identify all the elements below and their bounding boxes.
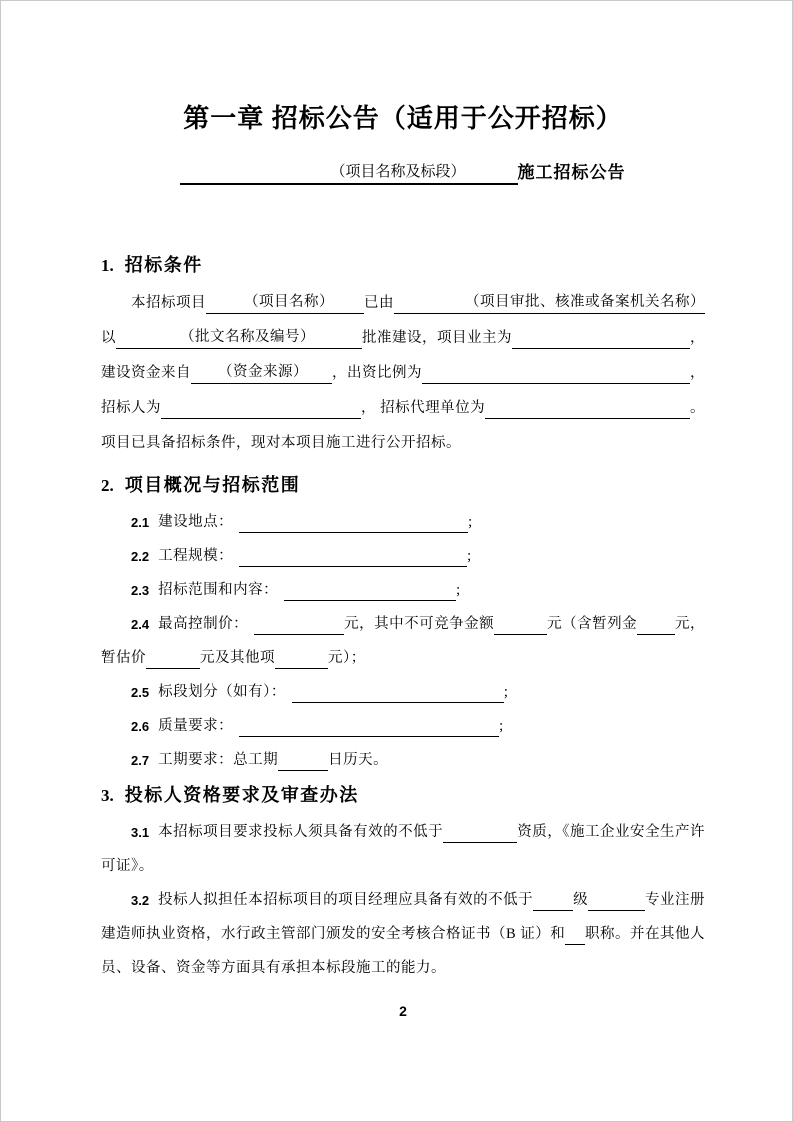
section-3-title: 投标人资格要求及审查办法 [124,785,359,805]
item-number: 3.2 [131,893,150,908]
section-3-heading [101,781,705,809]
para-text: 批准建设，项目业主为 [362,330,512,346]
item-label: 招标范围和内容： [158,582,279,598]
item-label: 最高控制价： [158,616,249,632]
para-text: 建设资金来自 [101,365,191,381]
blank-underline [466,161,518,185]
document-content [1,99,792,1019]
item-punct: ; [503,684,509,700]
item-3-1-continued [101,843,705,877]
para-text: ， [690,330,705,346]
item-2-4 [101,601,705,635]
item-2-5 [101,669,705,703]
item-text: 本招标项目要求投标人须具备有效的不低于 [158,824,444,840]
item-label: 工程规模： [158,548,234,564]
para-text: ，出资比例为 [332,365,422,381]
blank-underline [275,647,328,669]
item-text: 元）； [328,650,366,666]
item-text: 元及其他项 [200,650,275,666]
blank-underline [334,292,364,314]
para-line-2 [101,314,705,349]
para-line-3 [101,349,705,384]
item-2-7 [101,737,705,771]
section-3-paragraphs [101,809,705,979]
para-text: ， 招标代理单位为 [361,400,486,416]
item-text: 职称。并在其他人 [585,926,705,942]
item-punct: ; [468,514,473,530]
para-text: 。 [690,400,705,416]
blank-underline [394,292,465,314]
item-number: 2.6 [131,719,150,734]
item-3-2 [101,877,705,911]
subtitle-suffix: 施工招标公告 [517,163,626,182]
para-line-4 [101,384,705,419]
item-text: 暂估价 [101,650,146,666]
page-number: 2 [399,1003,407,1019]
section-1-heading [101,251,705,279]
item-number: 2.7 [131,753,150,768]
chapter-title: 第一章 招标公告（适用于公开招标） [183,104,623,133]
item-number: 2.3 [131,583,150,598]
item-label: 建设地点： [158,514,234,530]
blank-underline [278,749,328,771]
section-2-title: 项目概况与招标范围 [124,475,301,495]
item-text: 元（含暂列金 [547,616,638,632]
item-2-6 [101,703,705,737]
item-text: 级 [573,892,589,908]
blank-underline [512,327,690,349]
item-text: 专业注册 [645,892,705,908]
item-text: 可证》。 [101,858,154,874]
item-punct: ; [499,718,504,734]
para-text: 招标人为 [101,400,161,416]
item-number: 2.1 [131,515,150,530]
item-label: 标段划分（如有）： [158,684,286,700]
item-number: 2.2 [131,549,150,564]
item-2-1 [101,499,705,533]
item-number: 2.4 [131,617,150,632]
para-text: 以 [101,330,116,346]
item-label: 工期要求：总工期 [158,752,279,768]
blank-underline [239,715,499,737]
section-2-heading [101,471,705,499]
blank-underline [146,647,200,669]
item-text: 资质，《施工企业安全生产许 [517,824,705,840]
para-text: 已由 [364,295,394,311]
blank-underline [485,397,690,419]
item-punct: ; [456,582,461,598]
section-1-title: 招标条件 [124,255,203,275]
section-2-number: 2. [101,476,114,495]
item-3-2-continued [101,911,705,945]
item-label: 质量要求： [158,718,234,734]
blank-underline [533,889,573,911]
item-text: 建造师执业资格，水行政主管部门颁发的安全考核合格证书（B 证）和 [101,926,566,942]
blank-underline [494,613,547,635]
item-3-2-continued-2 [101,945,705,979]
item-punct: ; [467,548,472,564]
item-2-2 [101,533,705,567]
section-3-number: 3. [101,786,114,805]
blank-underline [315,327,362,349]
blank-underline [161,397,361,419]
item-text: 日历天。 [328,752,389,768]
para-text: ， [690,365,705,381]
blank-underline [637,613,675,635]
para-text: 本招标项目 [131,295,206,311]
blank-hint: （批文名称及编号） [180,327,315,349]
section-1-number: 1. [101,256,114,275]
item-text: 元， [675,616,705,632]
blank-underline [284,579,456,601]
blank-underline [180,161,330,185]
blank-underline [422,362,690,384]
blank-underline [206,292,244,314]
blank-underline [239,545,467,567]
subtitle-hint: （项目名称及标段） [330,161,465,185]
blank-underline [443,821,517,843]
item-2-3 [101,567,705,601]
item-3-1 [101,809,705,843]
blank-underline [565,923,585,945]
para-text: 项目已具备招标条件，现对本项目施工进行公开招标。 [101,435,461,451]
blank-underline [254,613,344,635]
para-line-5 [101,419,705,454]
blank-underline [239,511,468,533]
blank-underline [116,327,180,349]
blank-hint: （项目名称） [244,292,334,314]
para-line-1 [101,279,705,314]
section-2-items [101,499,705,771]
blank-underline [292,681,504,703]
blank-underline [191,362,218,384]
item-text: 元，其中不可竞争金额 [344,616,495,632]
section-1-paragraph [101,279,705,454]
item-number: 2.5 [131,685,150,700]
item-2-4-continued [101,635,705,669]
blank-underline [308,362,332,384]
blank-hint: （项目审批、核准或备案机关名称） [465,292,705,314]
item-text: 员、设备、资金等方面具有承担本标段施工的能力。 [101,960,446,976]
subtitle-line [101,157,705,185]
blank-hint: （资金来源） [218,362,308,384]
item-number: 3.1 [131,825,150,840]
blank-underline [588,889,645,911]
item-text: 投标人拟担任本招标项目的项目经理应具备有效的不低于 [158,892,534,908]
